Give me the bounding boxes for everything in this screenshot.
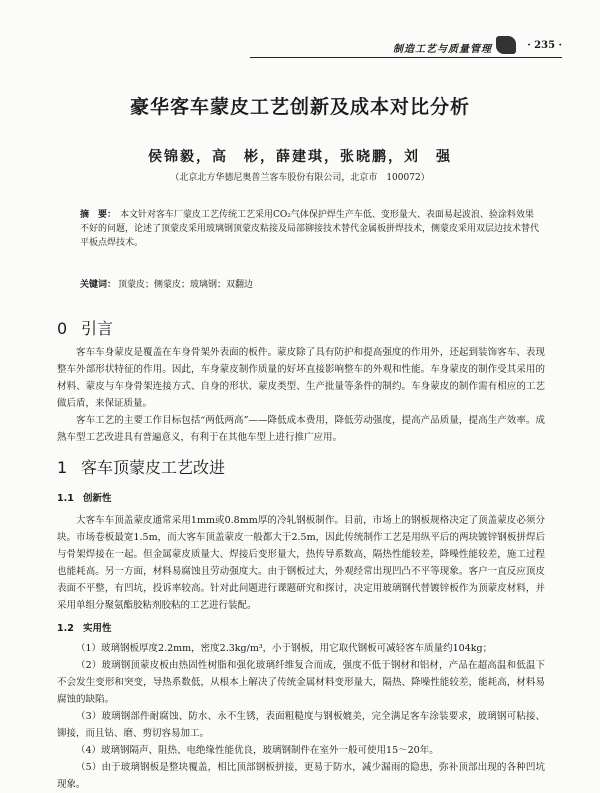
subsection-title: 创新性 (83, 493, 112, 504)
list-item: （1）玻璃钢板厚度2.2mm，密度2.3kg/m³，小于钢板，用它取代钢板可减轻客车质量约104kg； (76, 643, 493, 654)
list-item: （3）玻璃钢部件耐腐蚀、防水、永不生锈，表面粗糙度与钢板媲美，完全满足客车涂装要求，玻璃钢可粘接、铆接，而且钻、磨、剪切容易加工。 (57, 711, 545, 739)
abstract-text: 本文针对客车厂蒙皮工艺传统工艺采用CO₂气体保护焊生产车低、变形量大、表面易起波浪、验涂料效果不好的问题，论述了顶蒙皮采用玻璃钢顶蒙皮粘接及局部铆接技术替代金属板拼焊技术，侧蒙皮采用双层边技术替代平板点焊技术。 (80, 210, 540, 248)
section-number: 1 (57, 458, 68, 477)
keywords-label: 关键词： (80, 280, 117, 290)
section-heading-introduction (57, 316, 113, 339)
page-number: · 235 · (527, 40, 562, 51)
subsection-number: 1.1 (57, 493, 74, 504)
journal-logo-icon (496, 36, 516, 54)
subsection-number: 1.2 (57, 623, 74, 634)
journal-name: 制造工艺与质量管理 (393, 44, 492, 55)
abstract (80, 208, 540, 250)
article-title: 豪华客车蒙皮工艺创新及成本对比分析 (129, 96, 470, 118)
section-title: 引言 (81, 319, 114, 338)
keywords (80, 278, 540, 292)
keywords-text: 顶蒙皮；侧蒙皮；玻璃钢；双翻边 (118, 280, 254, 290)
paragraph: 客车工艺的主要工作目标包括“两低两高”——降低成本费用，降低劳动强度，提高产品质量，提高生产效率。成熟车型工艺改进具有普遍意义，有利于在其他车型上进行推广应用。 (57, 415, 545, 443)
paragraph: 大客车车顶盖蒙皮通常采用1mm或0.8mm厚的冷轧钢板制作。目前，市场上的钢板规格决定了顶盖蒙皮必须分块。市场卷板最宽1.5m，而大客车顶盖蒙皮一般都大于2.5m，因此传统制作工艺是用纵平后的两块镀锌钢板拼焊后与骨架焊接在一起。但金属蒙皮质量大、焊接后变形量大，热传导系数高，隔热性能较差，降噪性能较差，施工过程也能耗高。另一方面，材料易腐蚀且劳动强度大。由于钢板过大，外观经常出现凹凸不平等现象。客户一直反应顶皮表面不平整，有凹坑，投诉率较高。针对此问题进行课题研究和探讨，决定用玻璃钢代替镀锌板作为顶蒙皮材料，并采用单组分聚氨酯胶粘剂胶粘的工艺进行装配。 (57, 515, 545, 611)
header-rule (250, 57, 562, 58)
list-item: （2）玻璃钢顶蒙皮板由热固性树脂和强化玻璃纤维复合而成，强度不低于钢材和铝材，产品在超高温和低温下不会发生变形和突变，导热系数低，从根本上解决了传统金属材料变形量大，隔热、降噪性能较差，能耗高，材料易腐蚀的缺陷。 (57, 660, 545, 705)
subsection-heading-innovation (57, 490, 112, 504)
paragraph: 客车车身蒙皮是覆盖在车身骨架外表面的板件。蒙皮除了具有防护和提高强度的作用外，还起到装饰客车、表现整车外部形状特征的作用。因此，车身蒙皮制作质量的好坏直接影响整车的外观和性能。车身蒙皮的制作受其采用的材料、蒙皮与车身骨架连接方式、自身的形状、蒙皮类型、生产批量等条件的制约。车身蒙皮的制作需有相应的工艺做后盾，来保证质量。 (57, 347, 545, 409)
section-number: 0 (57, 319, 68, 338)
subsection-heading-practicality (57, 620, 112, 634)
section-heading-roof-skin (57, 455, 225, 478)
running-header (250, 36, 562, 58)
affiliation: （北京北方华德尼奥普兰客车股份有限公司，北京市 100072） (170, 173, 430, 183)
section-title: 客车顶蒙皮工艺改进 (81, 458, 226, 477)
list-item: （5）由于玻璃钢板是整块覆盖，相比顶部钢板拼接，更易于防水，减少漏雨的隐患，弥补顶部出现的各种凹坑现象。 (57, 762, 545, 790)
list-item: （4）玻璃钢隔声、阻热、电绝缘性能优良，玻璃钢制件在室外一般可使用15～20年。 (76, 745, 439, 756)
author-list: 侯锦毅，高 彬，薛建琪，张晓鹏，刘 强 (148, 149, 452, 165)
abstract-label: 摘 要： (80, 210, 117, 220)
subsection-title: 实用性 (83, 623, 112, 634)
